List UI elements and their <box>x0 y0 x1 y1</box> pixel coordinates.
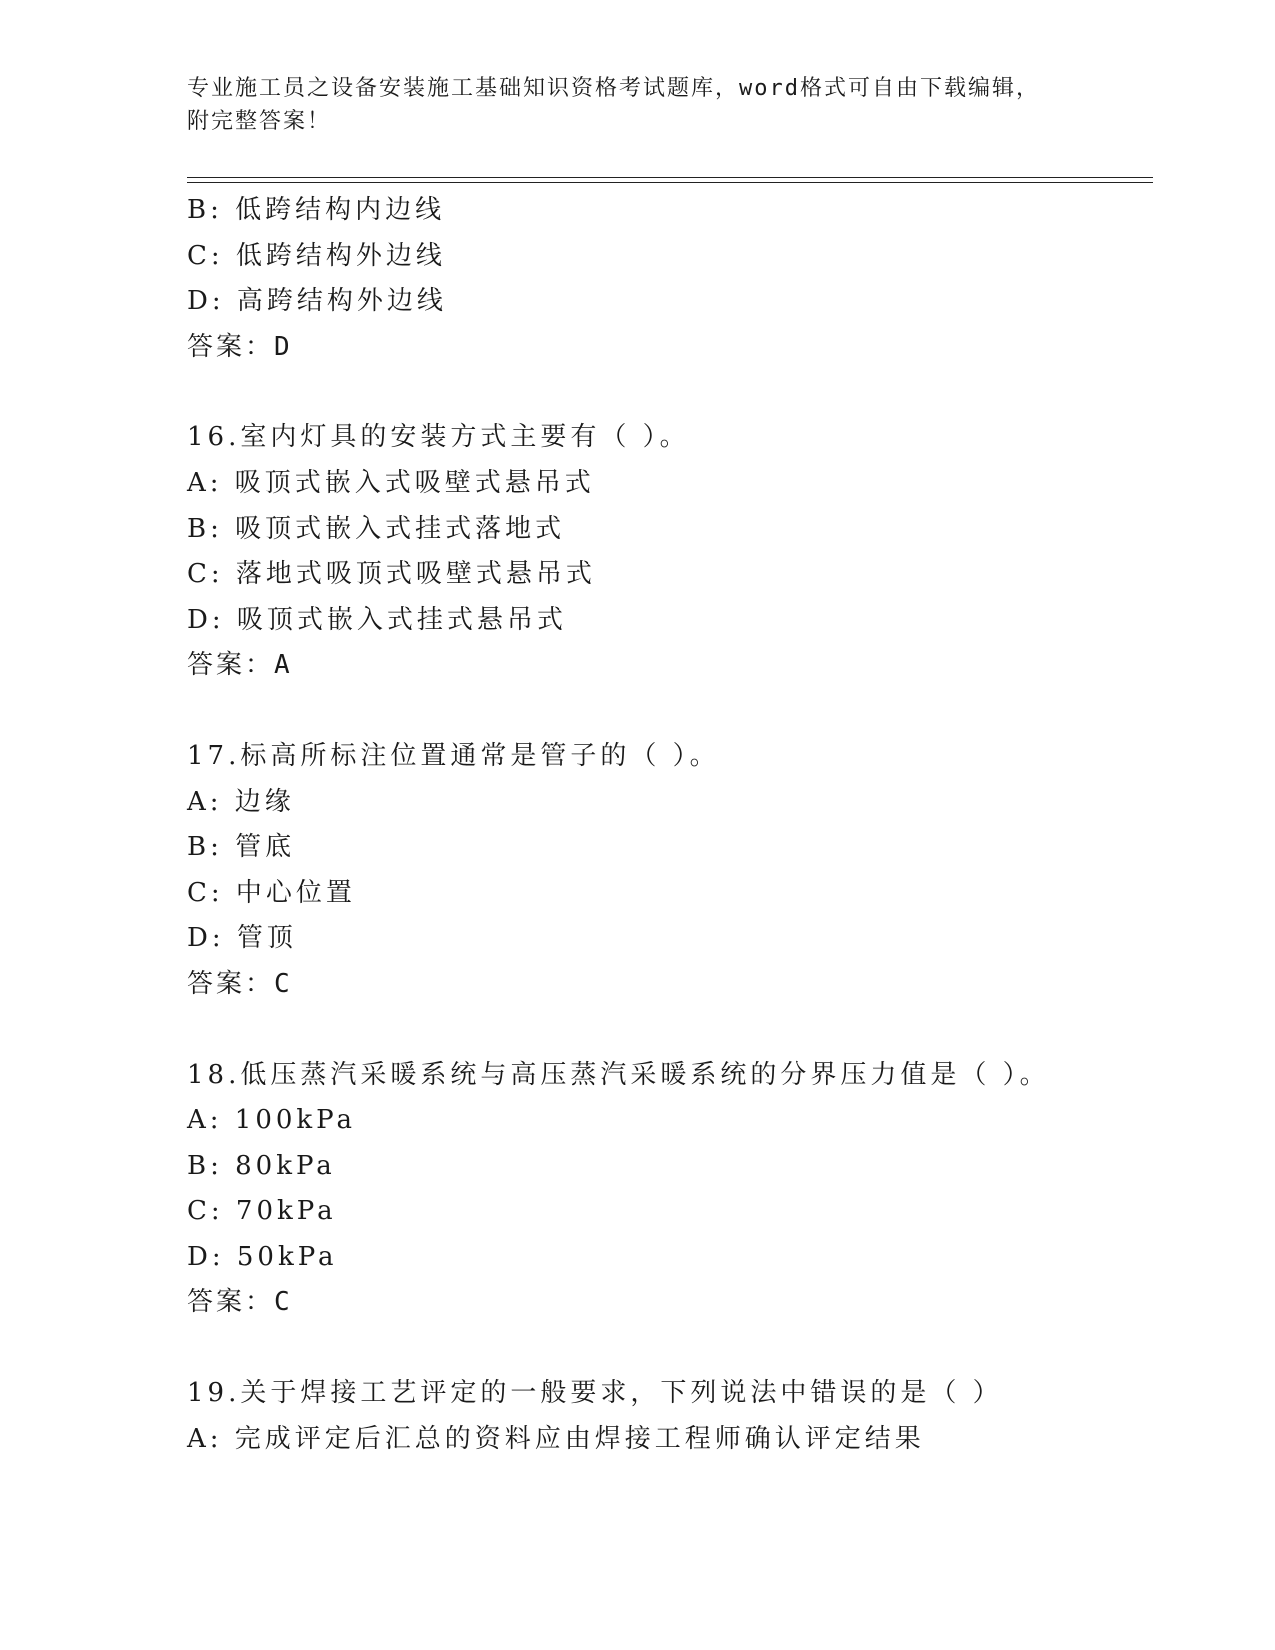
header-divider-bottom <box>187 182 1153 183</box>
answer-line: 答案：D <box>187 331 293 362</box>
header-line-1: 专业施工员之设备安装施工基础知识资格考试题库，word格式可自由下载编辑， <box>187 76 1040 101</box>
option-c: C: 70kPa <box>187 1196 337 1227</box>
answer-line: 答案：C <box>187 968 293 999</box>
option-a: A: 完成评定后汇总的资料应由焊接工程师确认评定结果 <box>187 1423 925 1454</box>
question-stem: 18.低压蒸汽采暖系统与高压蒸汽采暖系统的分界压力值是（ ）。 <box>187 1059 1050 1090</box>
option-d: D: 50kPa <box>187 1241 338 1272</box>
option-d: D: 高跨结构外边线 <box>187 286 447 317</box>
spacer <box>187 370 1187 415</box>
question-stem: 17.标高所标注位置通常是管子的（ ）。 <box>187 740 720 771</box>
option-b: B: 吸顶式嵌入式挂式落地式 <box>187 513 566 544</box>
option-b: B: 管底 <box>187 832 296 863</box>
spacer <box>187 689 1187 734</box>
spacer <box>187 1326 1187 1371</box>
answer-line: 答案：C <box>187 1287 293 1318</box>
header-line-2: 附完整答案！ <box>187 109 332 134</box>
question-16 <box>187 415 1187 689</box>
answer-line: 答案：A <box>187 650 293 681</box>
question-list <box>187 188 1187 1462</box>
question-18 <box>187 1053 1187 1327</box>
option-c: C: 中心位置 <box>187 877 356 908</box>
question-stem: 19.关于焊接工艺评定的一般要求，下列说法中错误的是（ ） <box>187 1378 1003 1409</box>
spacer <box>187 1008 1187 1053</box>
question-19 <box>187 1371 1187 1462</box>
option-a: A: 100kPa <box>187 1105 357 1136</box>
option-a: A: 边缘 <box>187 786 295 817</box>
option-b: B: 80kPa <box>187 1150 336 1181</box>
question-15-continued <box>187 188 1187 370</box>
option-a: A: 吸顶式嵌入式吸壁式悬吊式 <box>187 467 595 498</box>
option-d: D: 管顶 <box>187 923 297 954</box>
option-c: C: 低跨结构外边线 <box>187 240 446 271</box>
header-divider-top <box>187 177 1153 178</box>
option-d: D: 吸顶式嵌入式挂式悬吊式 <box>187 604 567 635</box>
question-17 <box>187 734 1187 1008</box>
option-c: C: 落地式吸顶式吸壁式悬吊式 <box>187 559 596 590</box>
option-b: B: 低跨结构内边线 <box>187 195 446 225</box>
document-header <box>187 72 1087 138</box>
question-stem: 16.室内灯具的安装方式主要有（ ）。 <box>187 422 690 453</box>
